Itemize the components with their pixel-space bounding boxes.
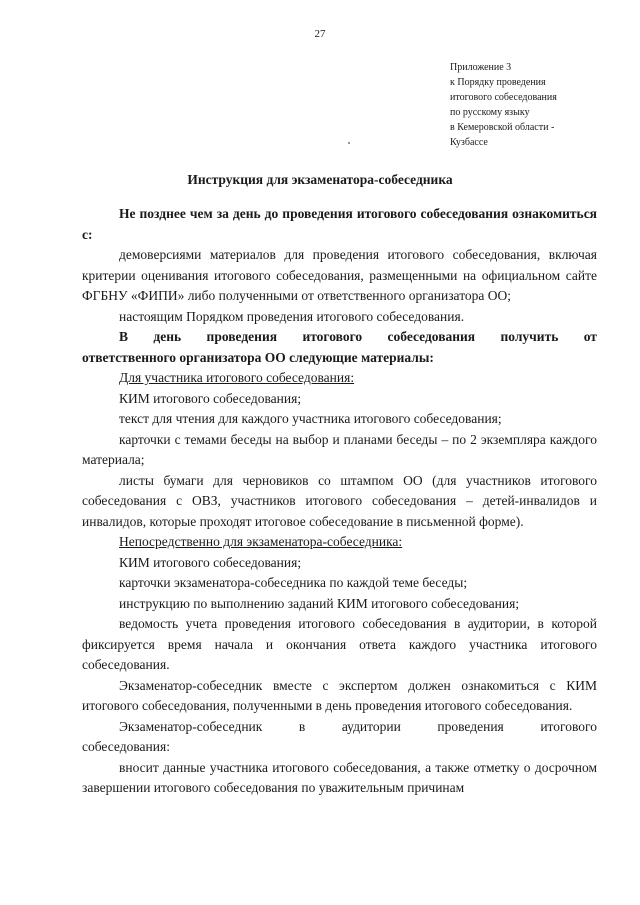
page-number: 27 — [314, 28, 326, 40]
appendix-line: Кузбассе — [450, 137, 488, 148]
paragraph-in-auditorium-line2: собеседования: — [82, 739, 170, 754]
word: итогового — [302, 329, 363, 344]
appendix-line: в Кемеровской области - — [450, 122, 555, 133]
paragraph-exam-day-line2: ответственного организатора ОО следующие материалы: — [82, 349, 434, 365]
paragraph-examiner-review: Экзаменатор-собеседник вместе с экспертом должен ознакомиться с КИМ итогового собеседования, полученными в день проведения итогового собеседования. — [82, 677, 597, 713]
item-kim: КИМ итогового собеседования; — [119, 390, 302, 406]
word: Экзаменатор-собеседник — [119, 718, 263, 734]
document-body — [82, 204, 597, 799]
item-register: ведомость учета проведения итогового собеседования в аудитории, в которой фиксируется время начала и окончания ответа каждого участника итогового собеседования. — [82, 616, 597, 672]
word: собеседования — [387, 329, 476, 344]
item-reading-text: текст для чтения для каждого участника итогового собеседования; — [119, 411, 502, 426]
item-examiner-cards: карточки экзаменатора-собеседника по каждой теме беседы; — [119, 575, 468, 590]
document-title: Инструкция для экзаменатора-собеседника — [187, 172, 453, 187]
paragraph-deadline: Не позднее чем за день до проведения итогового собеседования ознакомиться с: — [82, 206, 597, 242]
word: аудитории — [341, 718, 401, 734]
heading-for-participant-text: Для участника итогового собеседования: — [119, 370, 355, 385]
word: итогового — [540, 718, 597, 734]
item-draft-sheets: листы бумаги для черновиков со штампом ОО (для участников итогового собеседования с ОВЗ, участников итогового собеседования – детей-инвалидов и инвалидов, которые проходят итоговое собеседование в письменной форме). — [82, 472, 597, 529]
item-instructions: инструкцию по выполнению заданий КИМ итогового собеседования; — [119, 595, 520, 611]
appendix-line: Приложение 3 — [450, 62, 512, 73]
appendix-line: по русскому языку — [450, 107, 530, 118]
item-kim-examiner: КИМ итогового собеседования; — [119, 554, 302, 570]
word: день — [153, 329, 182, 344]
appendix-note — [450, 60, 620, 150]
appendix-line: итогового собеседования — [450, 92, 557, 103]
scan-speck — [348, 142, 350, 144]
item-topic-cards: карточки с темами беседы на выбор и планами беседы – по 2 экземпляра каждого материала; — [82, 431, 597, 467]
paragraph-enters-data: вносит данные участника итогового собеседования, а также отметку о досрочном завершении итогового собеседования по уважительным причинам — [82, 759, 597, 795]
word: в — [298, 718, 306, 734]
heading-for-examiner-text: Непосредственно для экзаменатора-собеседника: — [119, 534, 403, 549]
heading-for-examiner — [82, 532, 597, 553]
paragraph-procedure: настоящим Порядком проведения итогового собеседования. — [119, 308, 465, 324]
word: В — [119, 329, 129, 344]
word: проведения — [437, 718, 504, 734]
paragraph-demoversions: демоверсиями материалов для проведения итогового собеседования, включая критерии оценивания итогового собеседования, размещенными на официальном сайте ФГБНУ «ФИПИ» либо полученными от ответственного организатора ОО; — [82, 247, 597, 303]
word: от — [583, 329, 597, 344]
word: получить — [500, 329, 559, 344]
word: проведения — [206, 329, 278, 344]
appendix-line: к Порядку проведения — [450, 77, 546, 88]
heading-for-participant — [82, 368, 597, 389]
paragraph-exam-day-line1 — [82, 327, 597, 348]
paragraph-in-auditorium-line1 — [82, 717, 597, 738]
